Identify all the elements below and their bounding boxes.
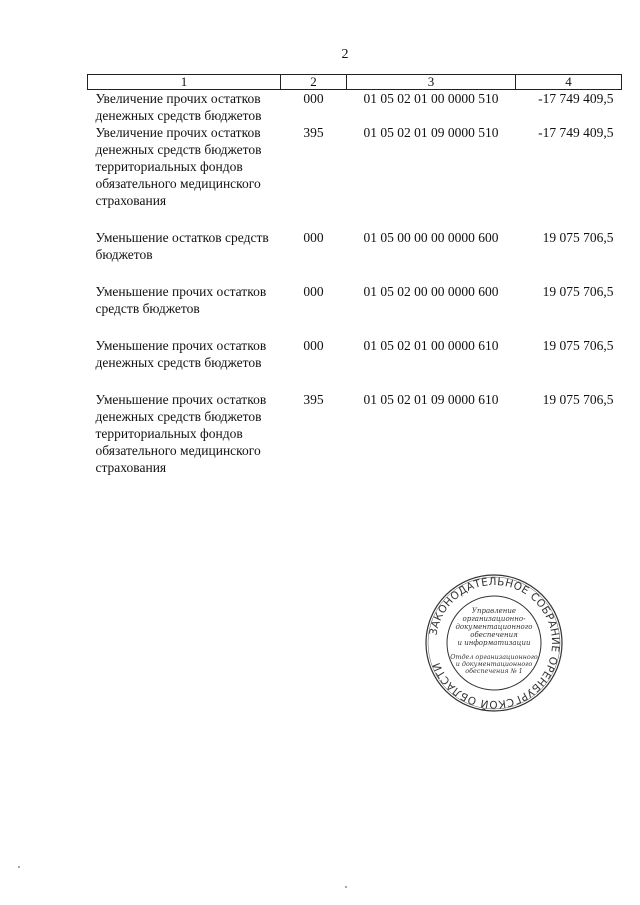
row-amount: -17 749 409,5 (538, 91, 614, 106)
row-admin-code: 000 (303, 230, 324, 245)
row-amount: -17 749 409,5 (538, 125, 614, 140)
row-admin-code: 395 (303, 392, 324, 407)
row-spacer (88, 263, 622, 283)
svg-text:Отдел организационного: Отдел организационного (450, 653, 538, 661)
row-name: Уменьшение прочих остатков денежных средств бюджетов территориальных фондов обязательного медицинского страхования (95, 392, 267, 475)
scan-speck (18, 866, 20, 868)
row-name: Уменьшение остатков средств бюджетов (95, 230, 269, 262)
page-number: 2 (341, 47, 349, 62)
column-header-3: 3 (347, 75, 516, 90)
svg-text:Управление: Управление (471, 607, 517, 615)
table-row (88, 124, 622, 209)
svg-text:обеспечения № 1: обеспечения № 1 (465, 667, 523, 675)
column-header-4: 4 (516, 75, 622, 90)
row-amount: 19 075 706,5 (542, 392, 614, 407)
column-header-1: 1 (88, 75, 281, 90)
row-amount: 19 075 706,5 (542, 338, 614, 353)
row-name: Уменьшение прочих остатков денежных средств бюджетов (95, 338, 267, 370)
table-header-row (88, 75, 622, 90)
table-row (88, 90, 622, 125)
row-budget-code: 01 05 02 01 00 0000 610 (363, 338, 499, 353)
row-admin-code: 000 (303, 338, 324, 353)
official-seal-stamp (424, 573, 564, 713)
svg-text:документационного: документационного (455, 623, 533, 631)
svg-text:и информатизации: и информатизации (457, 639, 531, 647)
row-admin-code: 395 (303, 125, 324, 140)
row-budget-code: 01 05 02 01 09 0000 610 (363, 392, 499, 407)
row-admin-code: 000 (303, 91, 324, 106)
row-spacer (88, 317, 622, 337)
row-budget-code: 01 05 02 00 00 0000 600 (363, 284, 499, 299)
table-row (88, 229, 622, 263)
row-admin-code: 000 (303, 284, 324, 299)
seal-graphic (424, 573, 564, 713)
row-spacer (88, 371, 622, 391)
svg-text:обеспечения: обеспечения (470, 631, 518, 639)
row-amount: 19 075 706,5 (542, 284, 614, 299)
table-row (88, 337, 622, 371)
row-budget-code: 01 05 02 01 00 0000 510 (363, 91, 499, 106)
scan-speck (345, 886, 347, 888)
table-row (88, 283, 622, 317)
row-name: Увеличение прочих остатков денежных средств бюджетов территориальных фондов обязательного медицинского страхования (95, 125, 262, 208)
column-header-2: 2 (281, 75, 347, 90)
row-name: Уменьшение прочих остатков средств бюджетов (95, 284, 267, 316)
svg-text:и документационного: и документационного (455, 660, 533, 668)
row-spacer (88, 209, 622, 229)
svg-text:организационно-: организационно- (462, 615, 526, 623)
svg-text:ЗАКОНОДАТЕЛЬНОЕ СОБРАНИЕ ОРЕНБ: ЗАКОНОДАТЕЛЬНОЕ СОБРАНИЕ ОРЕНБУРГСКОЙ ОБЛАСТИ (427, 575, 562, 711)
row-amount: 19 075 706,5 (542, 230, 614, 245)
row-budget-code: 01 05 02 01 09 0000 510 (363, 125, 499, 140)
table-row (88, 391, 622, 476)
row-name: Увеличение прочих остатков денежных средств бюджетов (95, 91, 262, 123)
row-budget-code: 01 05 00 00 00 0000 600 (363, 230, 499, 245)
budget-table (87, 74, 622, 476)
